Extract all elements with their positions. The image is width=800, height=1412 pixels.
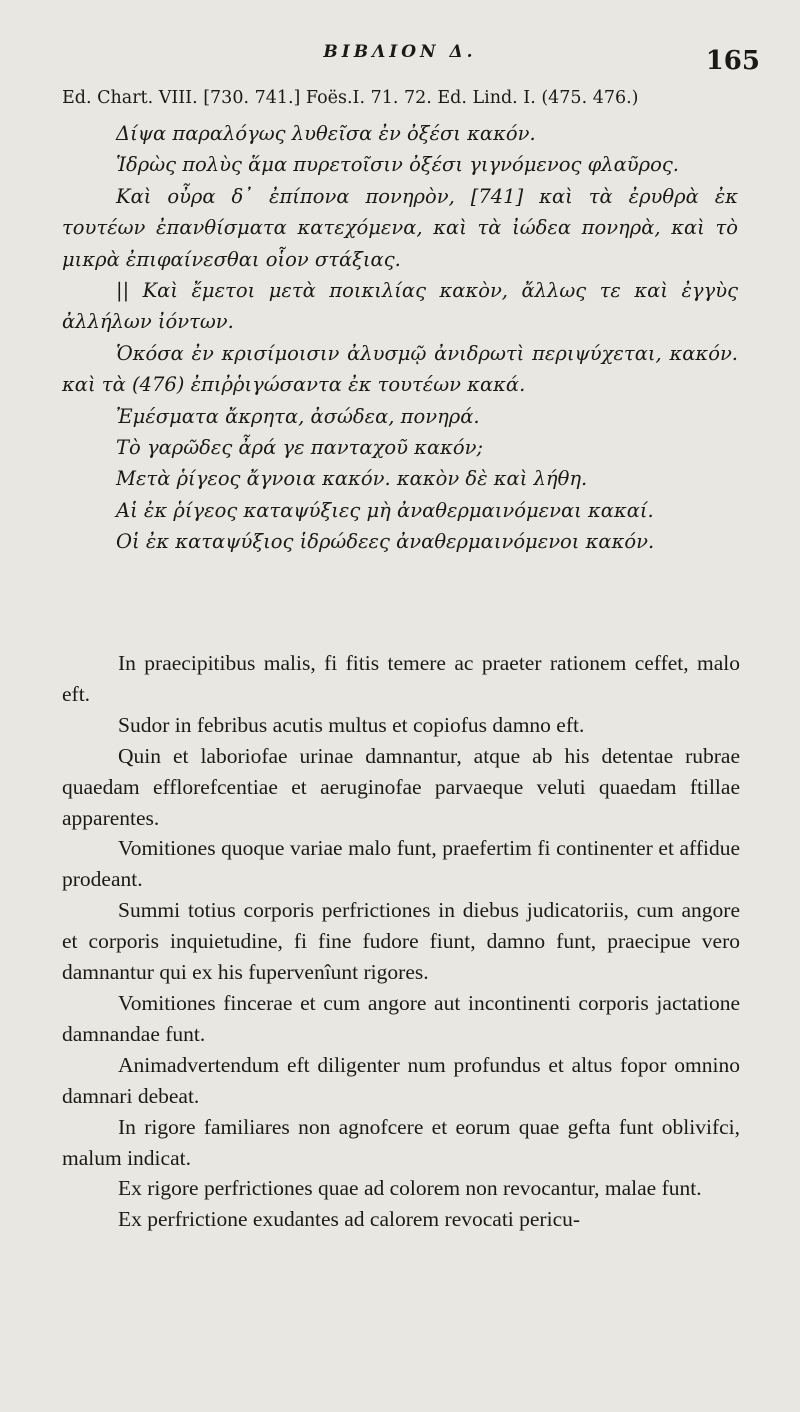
latin-paragraph: Ex rigore perfrictiones quae ad colorem non revocantur, malae funt. bbox=[118, 1176, 702, 1201]
greek-paragraph: || Καὶ ἔμετοι μετὰ ποικιλίας κακὸν, ἄλλως τε καὶ ἐγγὺς ἀλλήλων ἰόντων. bbox=[62, 279, 738, 334]
greek-paragraph: Καὶ οὖρα δ᾽ ἐπίπονα πονηρὸν, [741] καὶ τὰ ἐρυθρὰ ἐκ τουτέων ἐπανθίσματα κατεχόμενα, καὶ τὰ ἰώδεα πονηρὰ, καὶ τὸ μικρὰ ἐπιφαίνεσθαι οἷον στάξιας. bbox=[62, 184, 738, 271]
greek-paragraph: Τὸ γαρῶδες ἆρά γε πανταχοῦ κακόν; bbox=[116, 436, 484, 460]
latin-paragraph: In rigore familiares non agnofcere et eorum quae gefta funt oblivifci, malum indicat. bbox=[62, 1114, 740, 1170]
latin-paragraph: Animadvertendum eft diligenter num profundus et altus fopor omnino damnari debeat. bbox=[62, 1052, 740, 1108]
latin-paragraph: Ex perfrictione exudantes ad calorem revocati pericu- bbox=[118, 1207, 581, 1232]
greek-paragraph: Δίψα παραλόγως λυθεῖσα ἐν ὀξέσι κακόν. bbox=[116, 122, 536, 145]
greek-paragraph: Ἐμέσματα ἄκρητα, ἀσώδεα, πονηρά. bbox=[116, 404, 480, 428]
greek-paragraph: Αἱ ἐκ ῥίγεος καταψύξιες μὴ ἀναθερμαινόμεναι κακαί. bbox=[116, 498, 654, 522]
greek-paragraph: Ὁκόσα ἐν κρισίμοισιν ἀλυσμῷ ἀνιδρωτὶ περιψύχεται, κακόν. καὶ τὰ (476) ἐπιῤῥιγώσαντα ἐκ τουτέων κακά. bbox=[62, 341, 738, 397]
greek-text-block bbox=[62, 118, 738, 558]
latin-paragraph: Sudor in febribus acutis multus et copiofus damno eft. bbox=[118, 712, 585, 737]
running-head-title: ΒΙΒΛΙΟΝ Δ. bbox=[323, 42, 477, 62]
latin-paragraph: Quin et laboriofae urinae damnantur, atque ab his detentae rubrae quaedam efflorefcentiae et aeruginofae parvaeque veluti quaedam ftillae apparentes. bbox=[62, 743, 740, 830]
greek-paragraph: Μετὰ ῥίγεος ἄγνοια κακόν. κακὸν δὲ καὶ λήθη. bbox=[116, 467, 588, 491]
latin-paragraph: In praecipitibus malis, fi fitis temere ac praeter rationem ceffet, malo eft. bbox=[62, 651, 740, 706]
greek-paragraph: Οἱ ἐκ καταψύξιος ἱδρώδεες ἀναθερμαινόμενοι κακόν. bbox=[116, 530, 655, 554]
edition-references: Ed. Chart. VIII. [730. 741.] Foës.I. 71. 72. Ed. Lind. I. (475. 476.) bbox=[62, 88, 639, 108]
page-number: 165 bbox=[705, 46, 760, 76]
latin-paragraph: Vomitiones quoque variae malo funt, praefertim fi continenter et affidue prodeant. bbox=[62, 836, 740, 892]
greek-paragraph: Ἱδρὼς πολὺς ἅμα πυρετοῖσιν ὀξέσι γιγνόμενος φλαῦρος. bbox=[116, 153, 679, 177]
latin-paragraph: Summi totius corporis perfrictiones in diebus judicatoriis, cum angore et corporis inquietudine, fi fine fudore fiunt, damno funt, praecipue vero damnantur qui ex his fupervenîunt rigores. bbox=[62, 898, 740, 985]
latin-text-block bbox=[62, 648, 740, 1235]
latin-paragraph: Vomitiones fincerae et cum angore aut incontinenti corporis jactatione damnandae funt. bbox=[62, 990, 740, 1046]
